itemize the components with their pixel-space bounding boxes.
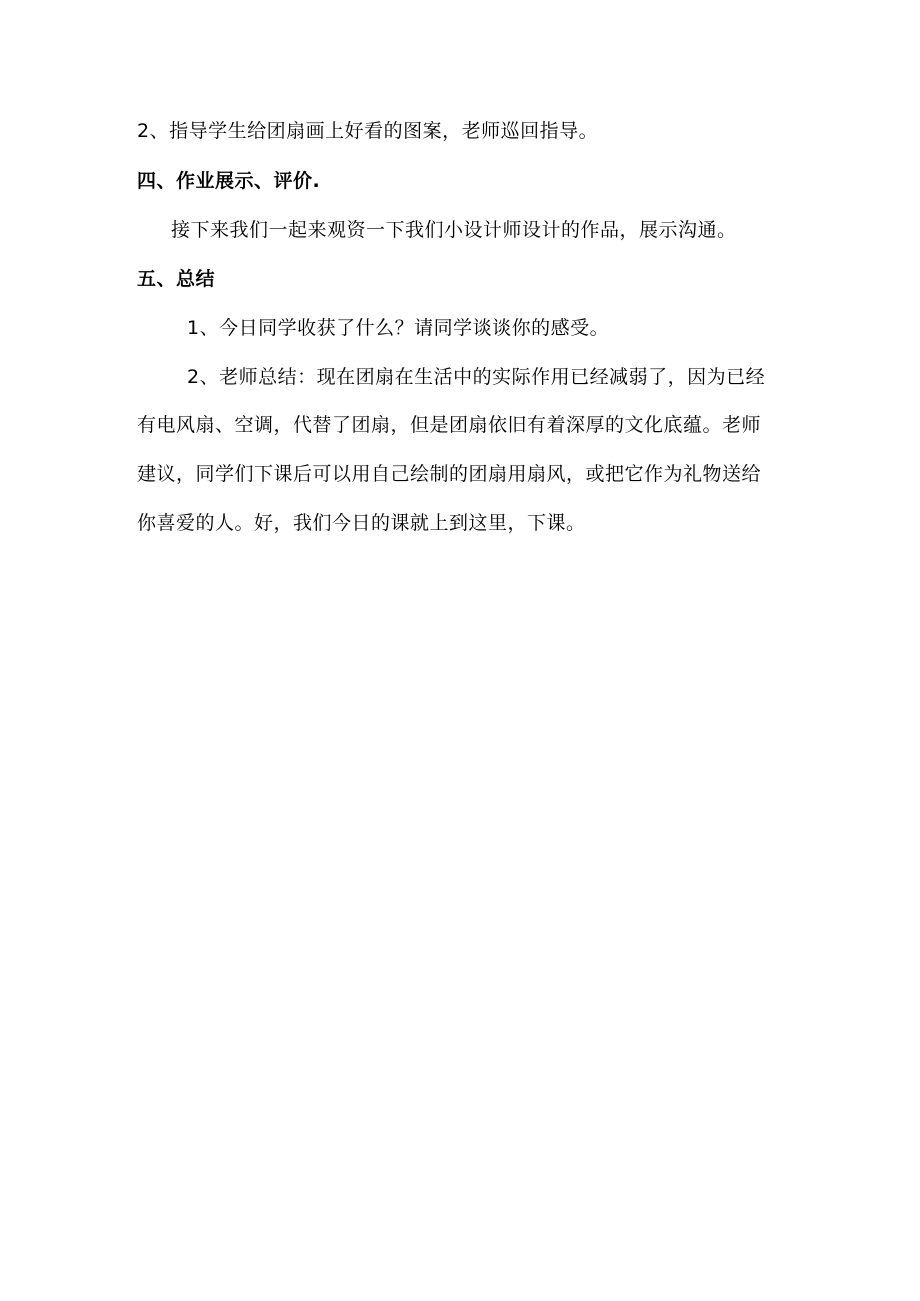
section-4-heading: 四、作业展示、评价. xyxy=(137,170,321,192)
section-4-text: 接下来我们一起来观资一下我们小设计师设计的作品，展示沟通。 xyxy=(171,219,737,241)
summary-item-2-line-4: 你喜爱的人。好，我们今日的课就上到这里，下课。 xyxy=(137,512,586,534)
section-5-heading: 五、总结 xyxy=(137,268,216,290)
summary-item-2-line-1: 2、老师总结：现在团扇在生活中的实际作用已经减弱了，因为已经 xyxy=(187,366,766,388)
summary-item-2-line-2: 有电风扇、空调，代替了团扇，但是团扇依旧有着深厚的文化底蕴。老师 xyxy=(137,414,762,436)
summary-item-2-line-3: 建议，同学们下课后可以用自己绘制的团扇用扇风，或把它作为礼物送给 xyxy=(137,463,762,485)
summary-item-1: 1、今日同学收获了什么？请同学谈谈你的感受。 xyxy=(187,317,610,339)
step-2-text: 2、指导学生给团扇画上好看的图案，老师巡回指导。 xyxy=(137,120,599,142)
